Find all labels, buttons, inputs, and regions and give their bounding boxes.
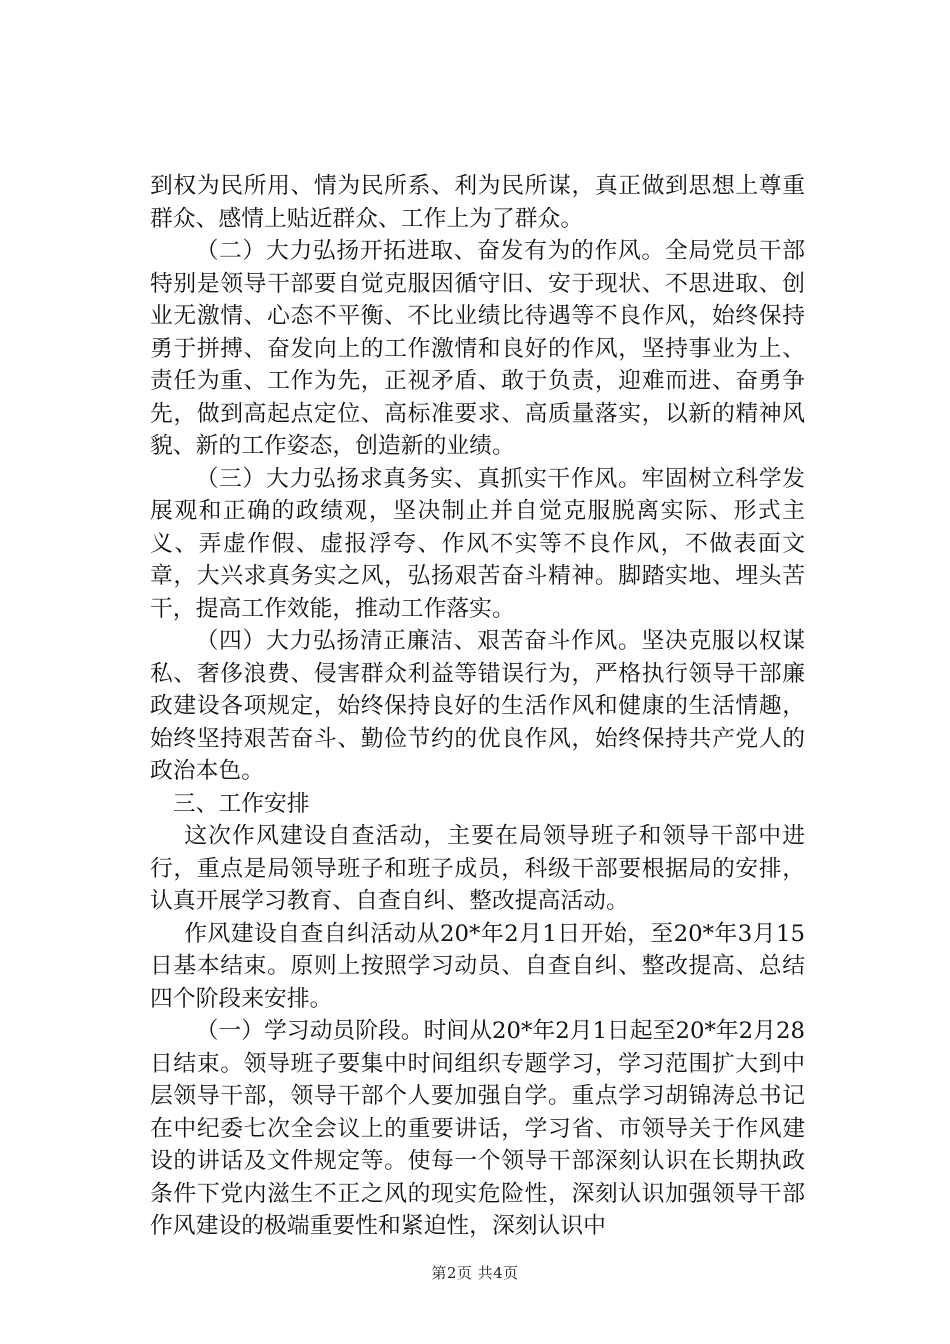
paragraph-item-2: （二）大力弘扬开拓进取、奋发有为的作风。全局党员干部特别是领导干部要自觉克服因循守旧、安于现状、不思进取、创业无激情、心态不平衡、不比业绩比待遇等不良作风，始终保持勇于拼搏、奋发向上的工作激情和良好的作风，坚持事业为上、责任为重、工作为先，正视矛盾、敢于负责，迎难而进、奋勇争先，做到高起点定位、高标准要求、高质量落实，以新的精神风貌、新的工作姿态，创造新的业绩。 — [150, 238, 805, 459]
paragraph-item-3: （三）大力弘扬求真务实、真抓实干作风。牢固树立科学发展观和正确的政绩观，坚决制止并自觉克服脱离实际、形式主义、弄虚作假、虚报浮夸、作风不实等不良作风，不做表面文章，大兴求真务实之风，弘扬艰苦奋斗精神。脚踏实地、埋头苦干，提高工作效能，推动工作落实。 — [150, 465, 805, 622]
paragraph-continuation: 到权为民所用、情为民所系、利为民所谋，真正做到思想上尊重群众、感情上贴近群众、工作上为了群众。 — [150, 173, 805, 232]
section-heading: 三、工作安排 — [172, 790, 310, 817]
page-number-footer: 第2页 共4页 — [431, 1264, 519, 1282]
paragraph-schedule: 作风建设自查自纠活动从20*年2月1日开始，至20*年3月15日基本结束。原则上按照学习动员、自查自纠、整改提高、总结四个阶段来安排。 — [150, 920, 805, 1012]
document-body — [150, 170, 805, 1243]
paragraph-item-4: （四）大力弘扬清正廉洁、艰苦奋斗作风。坚决克服以权谋私、奢侈浪费、侵害群众利益等错误行为，严格执行领导干部廉政建设各项规定，始终保持良好的生活作风和健康的生活情趣，始终坚持艰苦奋斗、勤俭节约的优良作风，始终保持共产党人的政治本色。 — [150, 628, 805, 784]
paragraph-scope: 这次作风建设自查活动，主要在局领导班子和领导干部中进行，重点是局领导班子和班子成员，科级干部要根据局的安排，认真开展学习教育、自查自纠、整改提高活动。 — [150, 823, 805, 914]
paragraph-stage-1: （一）学习动员阶段。时间从20*年2月1日起至20*年2月28日结束。领导班子要集中时间组织专题学习，学习范围扩大到中层领导干部，领导干部个人要加强自学。重点学习胡锦涛总书记在中纪委七次全会议上的重要讲话，学习省、市领导关于作风建设的讲话及文件规定等。使每一个领导干部深刻认识在长期执政条件下党内滋生不正之风的现实危险性，深刻认识加强领导干部作风建设的极端重要性和紧迫性，深刻认识中 — [150, 1018, 805, 1239]
